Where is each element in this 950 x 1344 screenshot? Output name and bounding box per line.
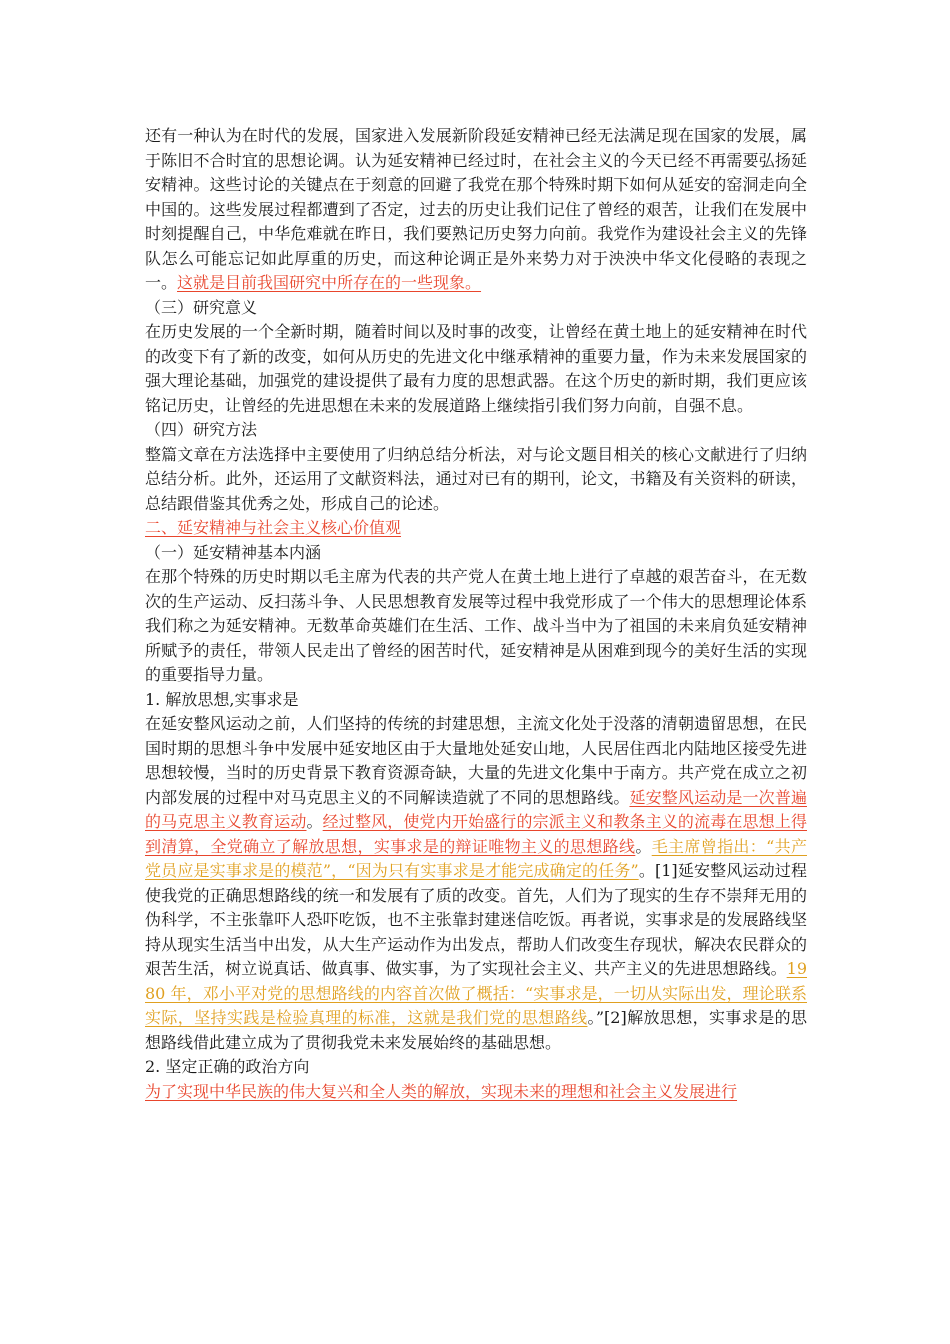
heading-basic-connotation: （一）延安精神基本内涵 [145, 542, 322, 562]
paragraph-political-direction: 为了实现中华民族的伟大复兴和全人类的解放，实现未来的理想和社会主义发展进行 [145, 1081, 738, 1101]
highlighted-deng-quote: 1980 年，邓小平对党的思想路线的内容首次做了概括：“实事求是，一切从实际出发，理论联系实际，坚持实践是检验真理的标准，这就是我们党的思想路线 [145, 959, 807, 1027]
paragraph-research-significance: 在历史发展的一个全新时期，随着时间以及时事的改变，让曾经在黄土地上的延安精神在时代的改变下有了新的改变，如何从历史的先进文化中继承精神的重要力量，作为未来发展国家的强大理论基础，加强党的建设提供了最有力度的思想武器。在这个历史的新时期，我们更应该铭记历史，让曾经的先进思想在未来的发展道路上继续指引我们努力向前，自强不息。 [145, 322, 807, 415]
paragraph-emancipate-mind [145, 712, 807, 1055]
heading-emancipate-mind: 1. 解放思想,实事求是 [145, 689, 299, 709]
document-page [145, 124, 807, 1104]
highlighted-rectification-result: 经过整风，使党内开始盛行的宗派主义和教条主义的流毒在思想上得到清算，全党确立了解放思想，实事求是的辩证唯物主义的思想路线 [145, 812, 807, 856]
heading-research-method: （四）研究方法 [145, 420, 258, 439]
paragraph-research-method: 整篇文章在方法选择中主要使用了归纳总结分析法，对与论文题目相关的核心文献进行了归纳总结分析。此外，还运用了文献资料法，通过对已有的期刊，论文，书籍及有关资料的研读，总结跟借鉴其优秀之处，形成自己的论述。 [145, 444, 807, 513]
paragraph-basic-connotation: 在那个特殊的历史时期以毛主席为代表的共产党人在黄土地上进行了卓越的艰苦奋斗，在无数次的生产运动、反扫荡斗争、人民思想教育发展等过程中我党形成了一个伟大的思想理论体系我们称之为延安精神。无数革命英雄们在生活、工作、战斗当中为了祖国的未来肩负延安精神所赋予的责任，带领人民走出了曾经的困苦时代，延安精神是从困难到现今的美好生活的实现的重要指导力量。 [145, 567, 807, 684]
heading-chapter-two: 二、延安精神与社会主义核心价值观 [145, 518, 402, 537]
paragraph-text: 。 [306, 812, 323, 831]
highlighted-sentence: 这就是目前我国研究中所存在的一些现象。 [177, 273, 482, 292]
paragraph-text: 。 [635, 836, 652, 856]
highlighted-rectification-movement: 延安整风运动是一次普遍的马克思主义教育运动 [145, 787, 807, 831]
paragraph-historical-view [145, 124, 807, 296]
paragraph-text: 在延安整风运动之前，人们坚持的传统的封建思想，主流文化处于没落的清朝遗留思想，在民国时期的思想斗争中发展中延安地区由于大量地处延安山地，人民居住西北内陆地区接受先进思想较慢，当时的历史背景下教育资源奇缺，大量的先进文化集中于南方。共产党在成立之初内部发展的过程中对马克思主义的不同解读造就了不同的思想路线。 [145, 714, 807, 807]
paragraph-text: 。”[2]解放思想，实事求是的思想路线借此建立成为了贯彻我党未来发展始终的基础思想。 [145, 1008, 807, 1052]
paragraph-text: 。[1]延安整风运动过程使我党的正确思想路线的统一和发展有了质的改变。首先，人们为了现实的生存不崇拜无用的伪科学，不主张靠吓人恐吓吃饭，也不主张靠封建迷信吃饭。再者说，实事求是的发展路线坚持从现实生活当中出发，从大生产运动作为出发点，帮助人们改变生存现状，解决农民群众的艰苦生活，树立说真话、做真事、做实事，为了实现社会主义、共产主义的先进思想路线。 [145, 861, 807, 978]
heading-research-significance: （三）研究意义 [145, 297, 258, 317]
heading-political-direction: 2. 坚定正确的政治方向 [145, 1057, 310, 1076]
highlighted-mao-quote: 毛主席曾指出：“共产党员应是实事求是的模范”，“因为只有实事求是才能完成确定的任务” [145, 836, 807, 880]
paragraph-text: 还有一种认为在时代的发展，国家进入发展新阶段延安精神已经无法满足现在国家的发展，属于陈旧不合时宜的思想论调。认为延安精神已经过时，在社会主义的今天已经不再需要弘扬延安精神。这些讨论的关键点在于刻意的回避了我党在那个特殊时期下如何从延安的窑洞走向全中国的。这些发展过程都遭到了否定，过去的历史让我们记住了曾经的艰苦，让我们在发展中时刻提醒自己，中华危难就在昨日，我们要熟记历史努力向前。我党作为建设社会主义的先锋队怎么可能忘记如此厚重的历史，而这种论调正是外来势力对于泱泱中华文化侵略的表现之一。 [145, 126, 807, 292]
